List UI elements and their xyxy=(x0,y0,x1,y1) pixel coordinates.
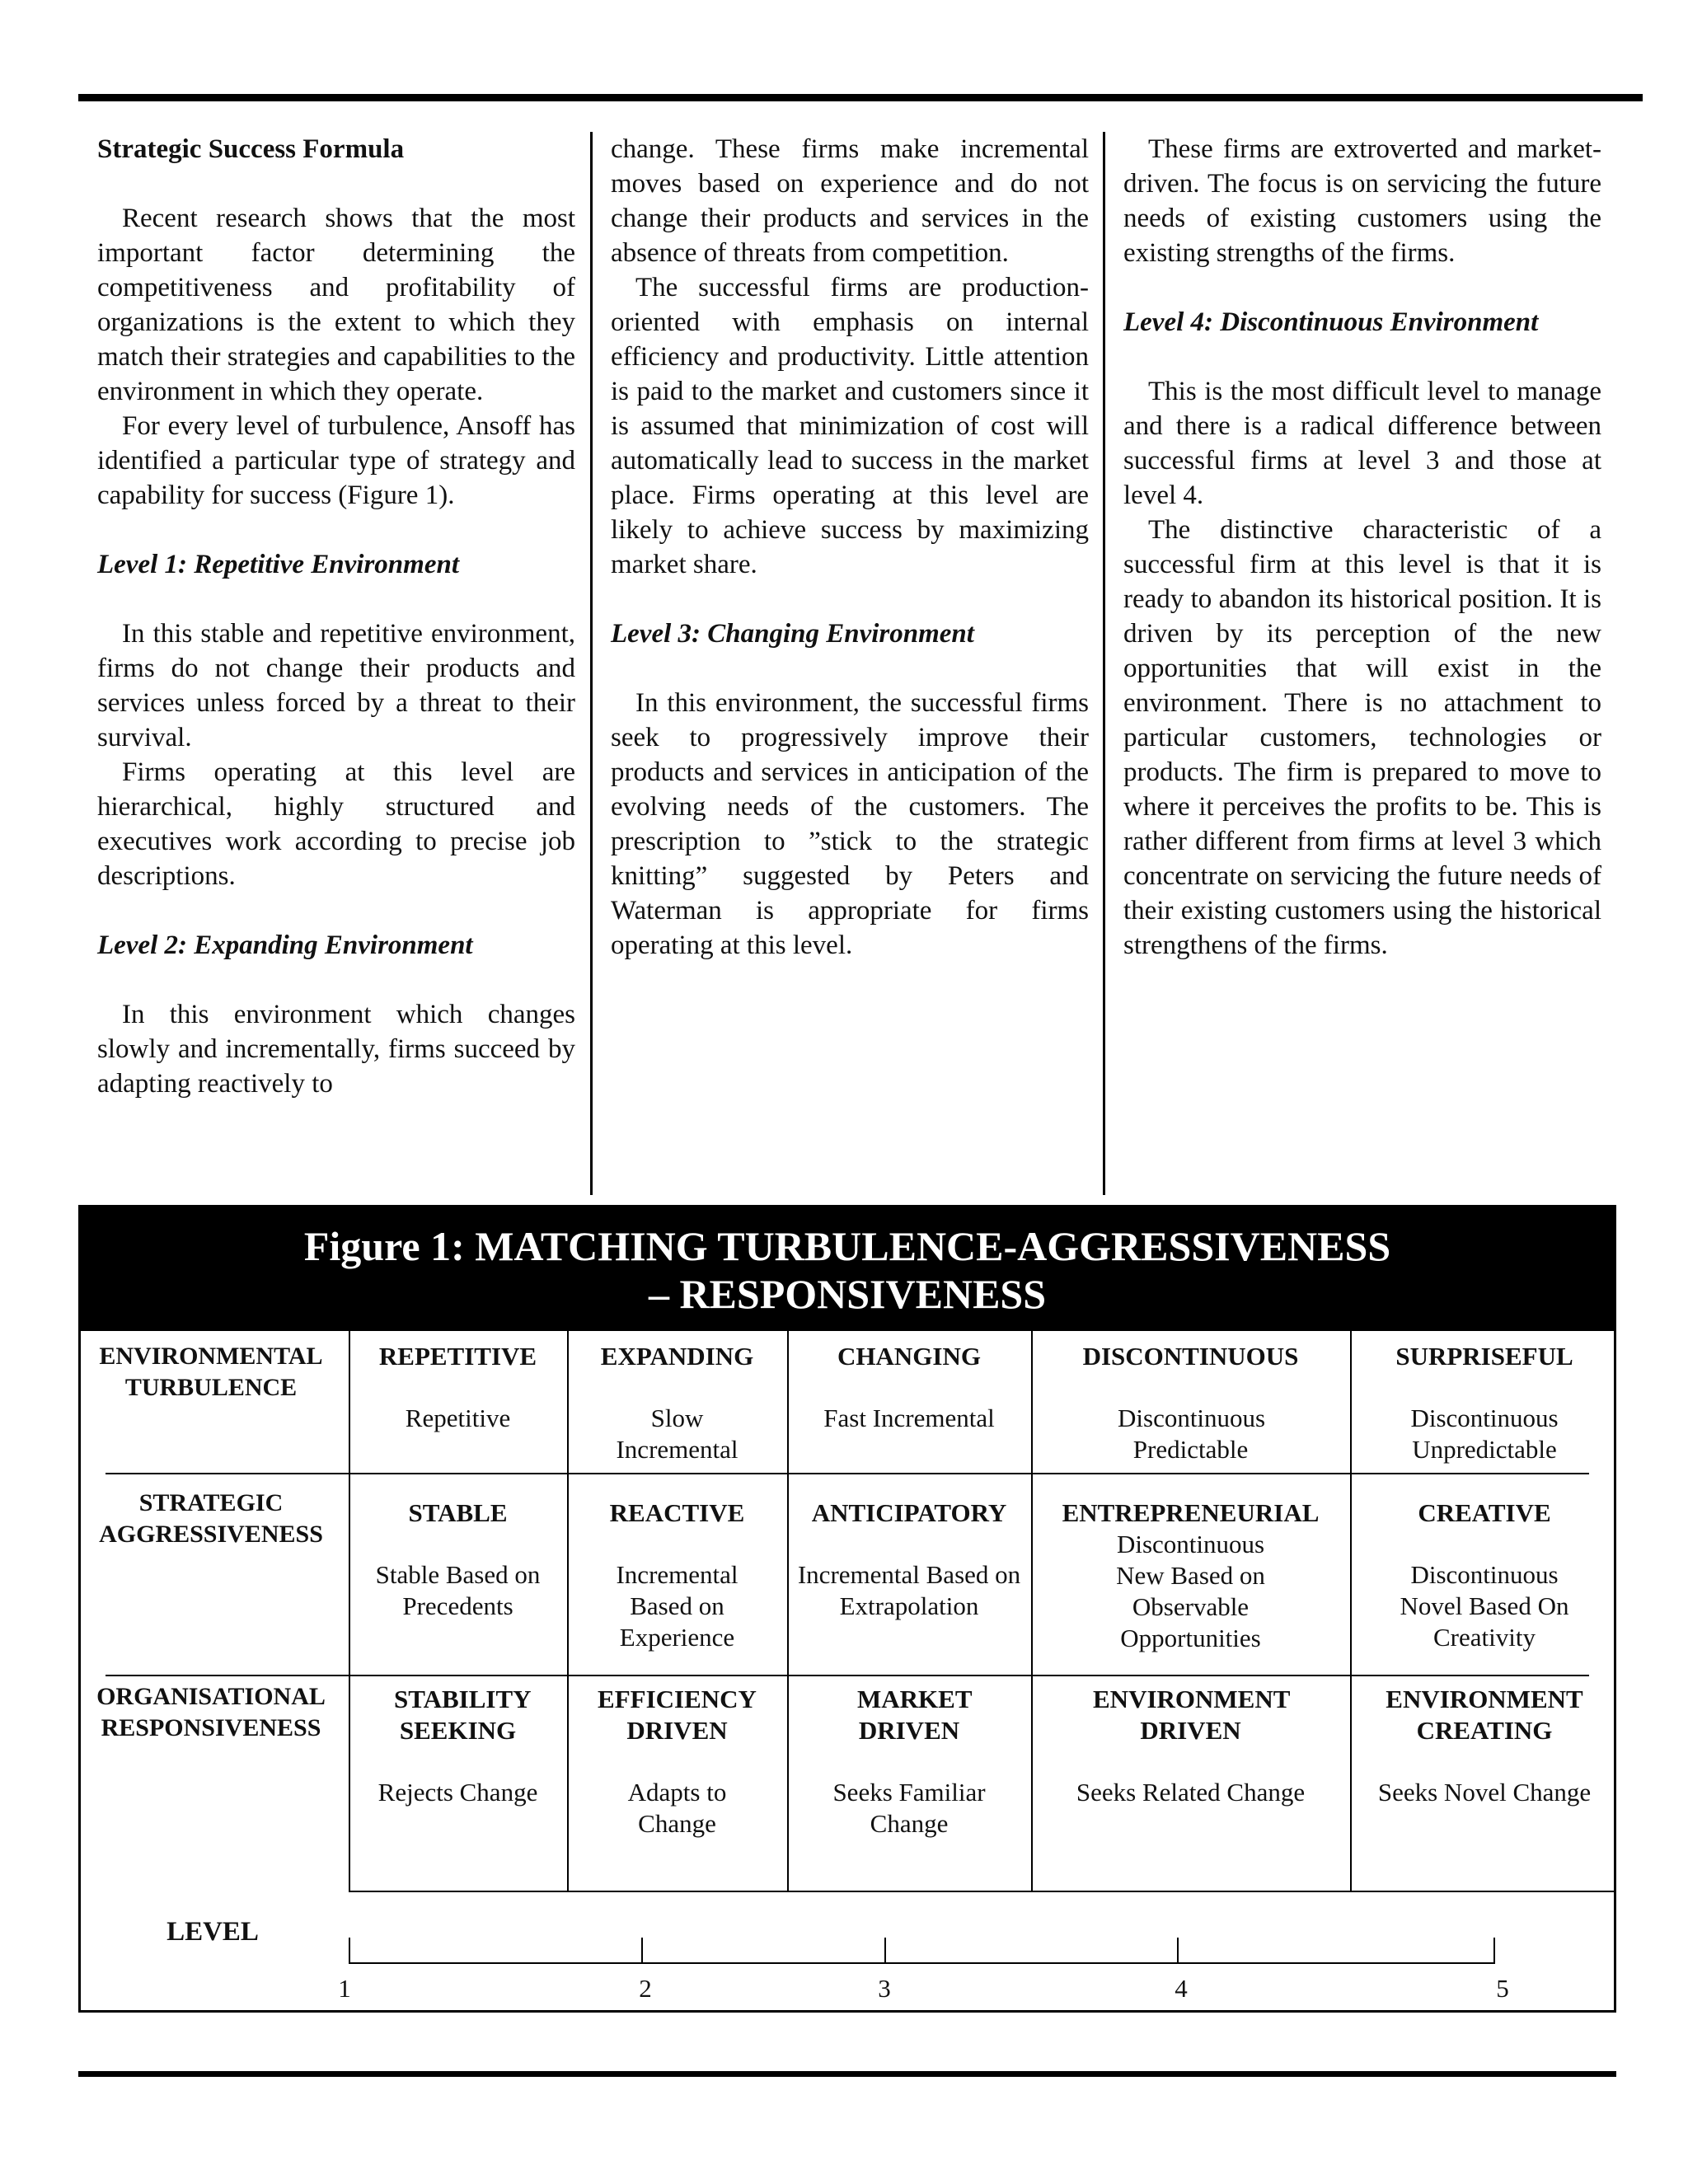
paragraph: This is the most difficult level to manage and there is a radical difference between successful firms at level 3 and those at level 4. xyxy=(1123,377,1601,510)
text-column-3 xyxy=(1123,132,1601,963)
paragraph: Recent research shows that the most important factor determining the competitiveness and profitability of organizations is the extent to which they match their strategies and capabilities to the environment in which they operate. xyxy=(97,204,575,406)
cell-heading: ENTREPRENEURIAL xyxy=(1062,1498,1320,1527)
level-tick xyxy=(1493,1938,1495,1964)
level-number: 5 xyxy=(1496,1974,1509,2003)
cell-efficiency-driven xyxy=(571,1684,783,1840)
cell-heading: CHANGING xyxy=(837,1342,981,1371)
level-scale-line xyxy=(349,1962,1494,1964)
text-column-1 xyxy=(97,132,575,1101)
cell-repetitive xyxy=(353,1341,563,1434)
paragraph: These firms are extroverted and market-driven. The focus is on servicing the future needs of existing customers using the existing strengths of the firms. xyxy=(1123,134,1601,268)
figure-title-line-1: Figure 1: MATCHING TURBULENCE-AGGRESSIVENESS xyxy=(303,1223,1391,1269)
cell-heading: DISCONTINUOUS xyxy=(1082,1342,1299,1371)
grid-line xyxy=(787,1331,789,1891)
level-label: LEVEL xyxy=(166,1917,259,1947)
cell-heading: SURPRISEFUL xyxy=(1395,1342,1573,1371)
level-number: 3 xyxy=(878,1974,891,2003)
level-2-heading: Level 2: Expanding Environment xyxy=(97,930,473,960)
cell-heading: STABILITY SEEKING xyxy=(394,1685,532,1745)
column-divider-2 xyxy=(1103,132,1105,1195)
cell-description: Seeks Related Change xyxy=(1076,1778,1306,1807)
paragraph: The successful firms are production-oriented with emphasis on internal efficiency and productivity. Little attention is paid to the market and customers since it is assumed that minimization of cost will automatically lead to success in the market place. Firms operating at this level are likely to achieve success by maximizing market share. xyxy=(611,273,1089,579)
cell-heading: CREATIVE xyxy=(1418,1498,1551,1527)
paragraph: For every level of turbulence, Ansoff has identified a particular type of strategy and capability for success (Figure 1). xyxy=(97,411,575,510)
cell-surpriseful xyxy=(1354,1341,1615,1465)
row-head-aggressiveness: STRATEGIC AGGRESSIVENESS xyxy=(99,1489,323,1548)
cell-entrepreneurial xyxy=(1035,1497,1346,1654)
cell-stability-seeking xyxy=(353,1684,563,1808)
cell-heading: STABLE xyxy=(408,1498,508,1527)
cell-changing xyxy=(791,1341,1027,1434)
paragraph: In this environment, the successful firms seek to progressively improve their products and services in anticipation of the evolving needs of the customers. The prescription to ”stick to the strategic knitting” suggested by Peters and Waterman is appropriate for firms operating at this level. xyxy=(611,688,1089,960)
paragraph: In this stable and repetitive environment, firms do not change their products and services unless forced by a threat to their survival. xyxy=(97,619,575,752)
cell-description: Repetitive xyxy=(405,1404,511,1432)
cell-description: Rejects Change xyxy=(377,1778,538,1807)
row-head-turbulence: ENVIRONMENTAL TURBULENCE xyxy=(99,1343,323,1401)
cell-expanding xyxy=(571,1341,783,1465)
row-head-responsiveness: ORGANISATIONAL RESPONSIVENESS xyxy=(96,1683,326,1741)
cell-description: Discontinuous Predictable xyxy=(1118,1404,1266,1464)
cell-creative xyxy=(1354,1497,1615,1653)
grid-line xyxy=(106,1473,1589,1474)
cell-anticipatory xyxy=(790,1497,1029,1622)
cell-description: Discontinuous Unpredictable xyxy=(1410,1404,1559,1464)
text-column-2 xyxy=(611,132,1089,963)
cell-description: Discontinuous Novel Based On Creativity xyxy=(1400,1560,1569,1652)
cell-heading: MARKET DRIVEN xyxy=(857,1685,973,1745)
top-rule xyxy=(78,94,1643,101)
level-1-heading: Level 1: Repetitive Environment xyxy=(97,550,459,579)
cell-discontinuous xyxy=(1035,1341,1346,1465)
paragraph: In this environment which changes slowly and incrementally, firms succeed by adapting reactively to xyxy=(97,1000,575,1099)
cell-description: Fast Incremental xyxy=(823,1404,995,1432)
cell-heading: ENVIRONMENT DRIVEN xyxy=(1093,1685,1291,1745)
level-tick xyxy=(884,1938,886,1964)
paragraph: The distinctive characteristic of a successful firm at this level is that it is ready to abandon its historical position. It is driven by its perception of the new opportunities that will exist in the environment. There is no attachment to particular customers, technologies or products. The firm is prepared to move to where it perceives the profits to be. This is rather different from firms at level 3 which concentrate on servicing the future needs of their existing customers using the historical strengthens of the firms. xyxy=(1123,515,1601,960)
grid-line xyxy=(349,1331,350,1891)
grid-line xyxy=(567,1331,569,1891)
level-tick xyxy=(1177,1938,1179,1964)
bottom-rule xyxy=(78,2071,1616,2077)
grid-line xyxy=(106,1675,1589,1676)
level-4-heading: Level 4: Discontinuous Environment xyxy=(1123,307,1539,337)
figure-title xyxy=(81,1207,1614,1331)
level-tick xyxy=(349,1938,350,1964)
cell-heading: REPETITIVE xyxy=(378,1342,537,1371)
paragraph: change. These firms make incremental moves based on experience and do not change their products and services in the absence of threats from competition. xyxy=(611,134,1089,268)
cell-market-driven xyxy=(791,1684,1027,1840)
cell-stable xyxy=(353,1497,563,1622)
grid-line xyxy=(349,1891,1616,1892)
paragraph: Firms operating at this level are hierarchical, highly structured and executives work according to precise job descriptions. xyxy=(97,757,575,891)
grid-line xyxy=(1031,1331,1033,1891)
cell-description: Incremental Based on Experience xyxy=(616,1560,738,1652)
figure-title-line-2: – RESPONSIVENESS xyxy=(648,1271,1047,1317)
cell-description: Slow Incremental xyxy=(616,1404,738,1464)
cell-heading: EXPANDING xyxy=(600,1342,754,1371)
cell-environment-driven xyxy=(1035,1684,1346,1808)
cell-description: Seeks Familiar Change xyxy=(832,1778,986,1838)
level-3-heading: Level 3: Changing Environment xyxy=(611,619,974,649)
level-number: 4 xyxy=(1175,1974,1188,2003)
grid-line xyxy=(1350,1331,1352,1891)
cell-description: Adapts to Change xyxy=(627,1778,727,1838)
column-divider-1 xyxy=(590,132,593,1195)
cell-reactive xyxy=(571,1497,783,1653)
level-number: 1 xyxy=(338,1974,351,2003)
cell-description: Discontinuous New Based on Observable Opportunities xyxy=(1116,1530,1265,1652)
cell-heading: ANTICIPATORY xyxy=(811,1498,1007,1527)
section-heading: Strategic Success Formula xyxy=(97,134,405,164)
cell-description: Incremental Based on Extrapolation xyxy=(797,1560,1021,1620)
level-number: 2 xyxy=(639,1974,652,2003)
cell-environment-creating xyxy=(1354,1684,1615,1808)
figure-1 xyxy=(78,1205,1616,2013)
cell-description: Stable Based on Precedents xyxy=(375,1560,541,1620)
cell-heading: EFFICIENCY DRIVEN xyxy=(598,1685,757,1745)
cell-description: Seeks Novel Change xyxy=(1377,1778,1592,1807)
cell-heading: REACTIVE xyxy=(609,1498,745,1527)
level-tick xyxy=(641,1938,643,1964)
cell-heading: ENVIRONMENT CREATING xyxy=(1386,1685,1583,1745)
